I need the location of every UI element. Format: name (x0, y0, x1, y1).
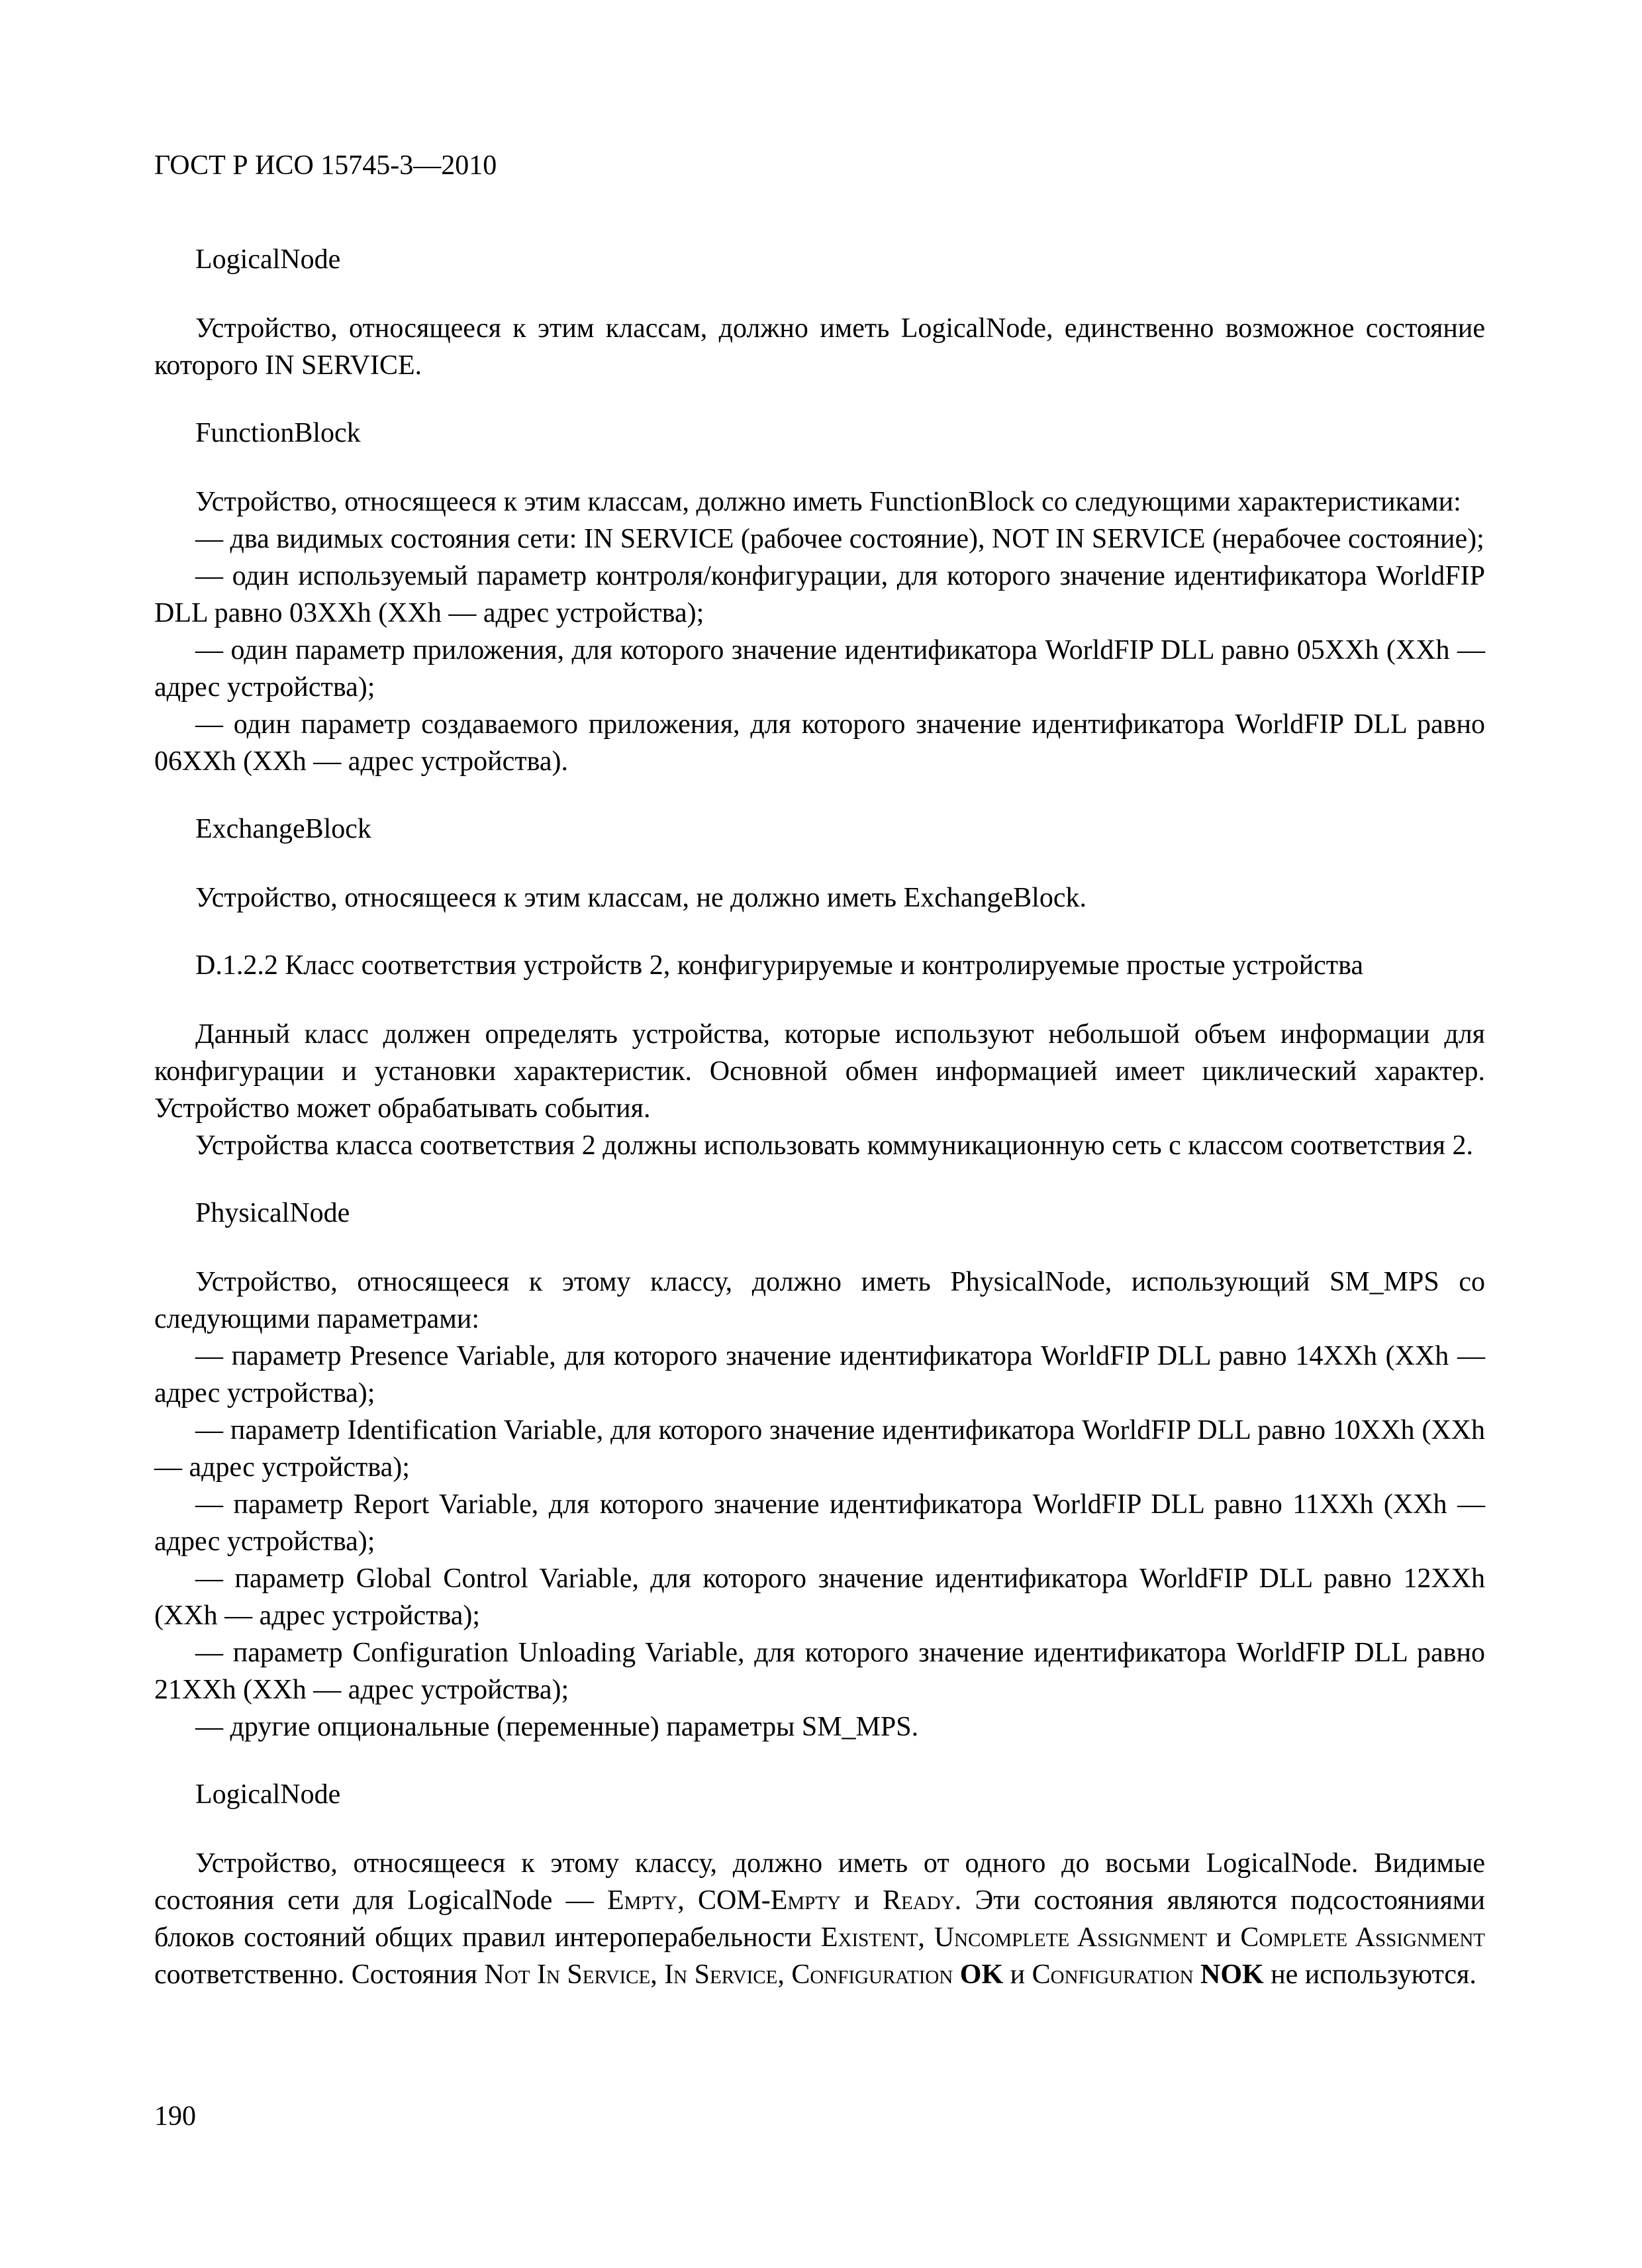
text-segment: и (1003, 1959, 1032, 1990)
paragraph: Устройства класса соответствия 2 должны использовать коммуникационную сеть с классом соответствия 2. (195, 1130, 1473, 1161)
state-name: In Service (664, 1959, 778, 1990)
page-content (154, 0, 1485, 1993)
text-segment: и (1207, 1922, 1241, 1953)
paragraph: Устройство, относящееся к этому классу, должно иметь PhysicalNode, использующий SM_MPS со следующими параметрами: (154, 1267, 1485, 1334)
text-segment: , (777, 1959, 792, 1990)
state-name: Ready (883, 1885, 955, 1916)
state-name: Complete Assignment (1240, 1922, 1486, 1953)
running-header (154, 147, 1485, 184)
list-item: — параметр Global Control Variable, для которого значение идентификатора WorldFIP DLL равно 12XXh (XXh — адрес устройства); (154, 1563, 1485, 1631)
text-segment: Устройство, относящееся к этому классу, должно иметь от одного до восьми LogicalNode. Видимые состояния сети для LogicalNode — (154, 1848, 1485, 1916)
page-number: 190 (154, 2101, 196, 2132)
list-item: — другие опциональные (переменные) параметры SM_MPS. (195, 1712, 919, 1742)
list-item: — параметр Configuration Unloading Variable, для которого значение идентификатора WorldFIP DLL равно 21XXh (XXh — адрес устройства); (154, 1638, 1485, 1705)
standard-designation: ГОСТ Р ИСО 15745-3—2010 (154, 150, 497, 181)
paragraph (154, 1845, 1485, 1993)
subsection-heading-logicalnode-1: LogicalNode (195, 244, 341, 275)
text-segment: не используются. (1263, 1959, 1476, 1990)
subsection-heading-physicalnode: PhysicalNode (195, 1198, 350, 1228)
state-name: Configuration (791, 1959, 953, 1990)
state-name: OK (953, 1959, 1004, 1990)
list-item: — один параметр создаваемого приложения, для которого значение идентификатора WorldFIP DLL равно 06XXh (XXh — адрес устройства). (154, 709, 1485, 777)
list-item: — один параметр приложения, для которого значение идентификатора WorldFIP DLL равно 05XXh (XXh — адрес устройства); (154, 635, 1485, 703)
state-name: Empty (607, 1885, 678, 1916)
text-segment: , (650, 1959, 665, 1990)
state-name: Existent (820, 1922, 918, 1953)
numbered-heading-d122: D.1.2.2 Класс соответствия устройств 2, конфигурируемые и контролируемые простые устройства (195, 950, 1364, 981)
state-name: NOK (1193, 1959, 1264, 1990)
state-name: Uncomplete Assignment (934, 1922, 1208, 1953)
subsection-heading-exchangeblock: ExchangeBlock (195, 814, 371, 844)
text-segment: и (840, 1885, 883, 1916)
subsection-heading-logicalnode-2: LogicalNode (195, 1779, 341, 1810)
list-item: — параметр Report Variable, для которого значение идентификатора WorldFIP DLL равно 11XXh (XXh — адрес устройства); (154, 1489, 1485, 1557)
text-segment: . Эти состояния являются подсостояниями блоков состояний общих правил интероперабельности (154, 1885, 1485, 1953)
paragraph: Устройство, относящееся к этим классам, должно иметь LogicalNode, единственно возможное состояние которого IN SERVICE. (154, 313, 1485, 381)
paragraph: Устройство, относящееся к этим классам, должно иметь FunctionBlock со следующими характеристиками: (195, 487, 1461, 517)
list-item: — два видимых состояния сети: IN SERVICE (рабочее состояние), NOT IN SERVICE (нерабочее состояние); (195, 524, 1484, 554)
state-name: Empty (770, 1885, 841, 1916)
text-segment: соответственно. Состояния (154, 1959, 485, 1990)
list-item: — один используемый параметр контроля/конфигурации, для которого значение идентификатора WorldFIP DLL равно 03XXh (XXh — адрес устройства); (154, 561, 1485, 628)
state-name: Not In Service (484, 1959, 651, 1990)
subsection-heading-functionblock: FunctionBlock (195, 418, 361, 448)
paragraph: Устройство, относящееся к этим классам, не должно иметь ExchangeBlock. (195, 883, 1087, 913)
list-item: — параметр Identification Variable, для которого значение идентификатора WorldFIP DLL равно 10XXh (XXh — адрес устройства); (154, 1415, 1485, 1483)
state-name: Configuration (1032, 1959, 1194, 1990)
text-segment: , (918, 1922, 934, 1953)
text-segment: , COM- (677, 1885, 771, 1916)
paragraph: Данный класс должен определять устройства, которые используют небольшой объем информации для конфигурации и установки характеристик. Основной обмен информацией имеет циклический характер. Устройство может обрабатывать события. (154, 1019, 1485, 1124)
list-item: — параметр Presence Variable, для которого значение идентификатора WorldFIP DLL равно 14XXh (XXh — адрес устройства); (154, 1341, 1485, 1408)
